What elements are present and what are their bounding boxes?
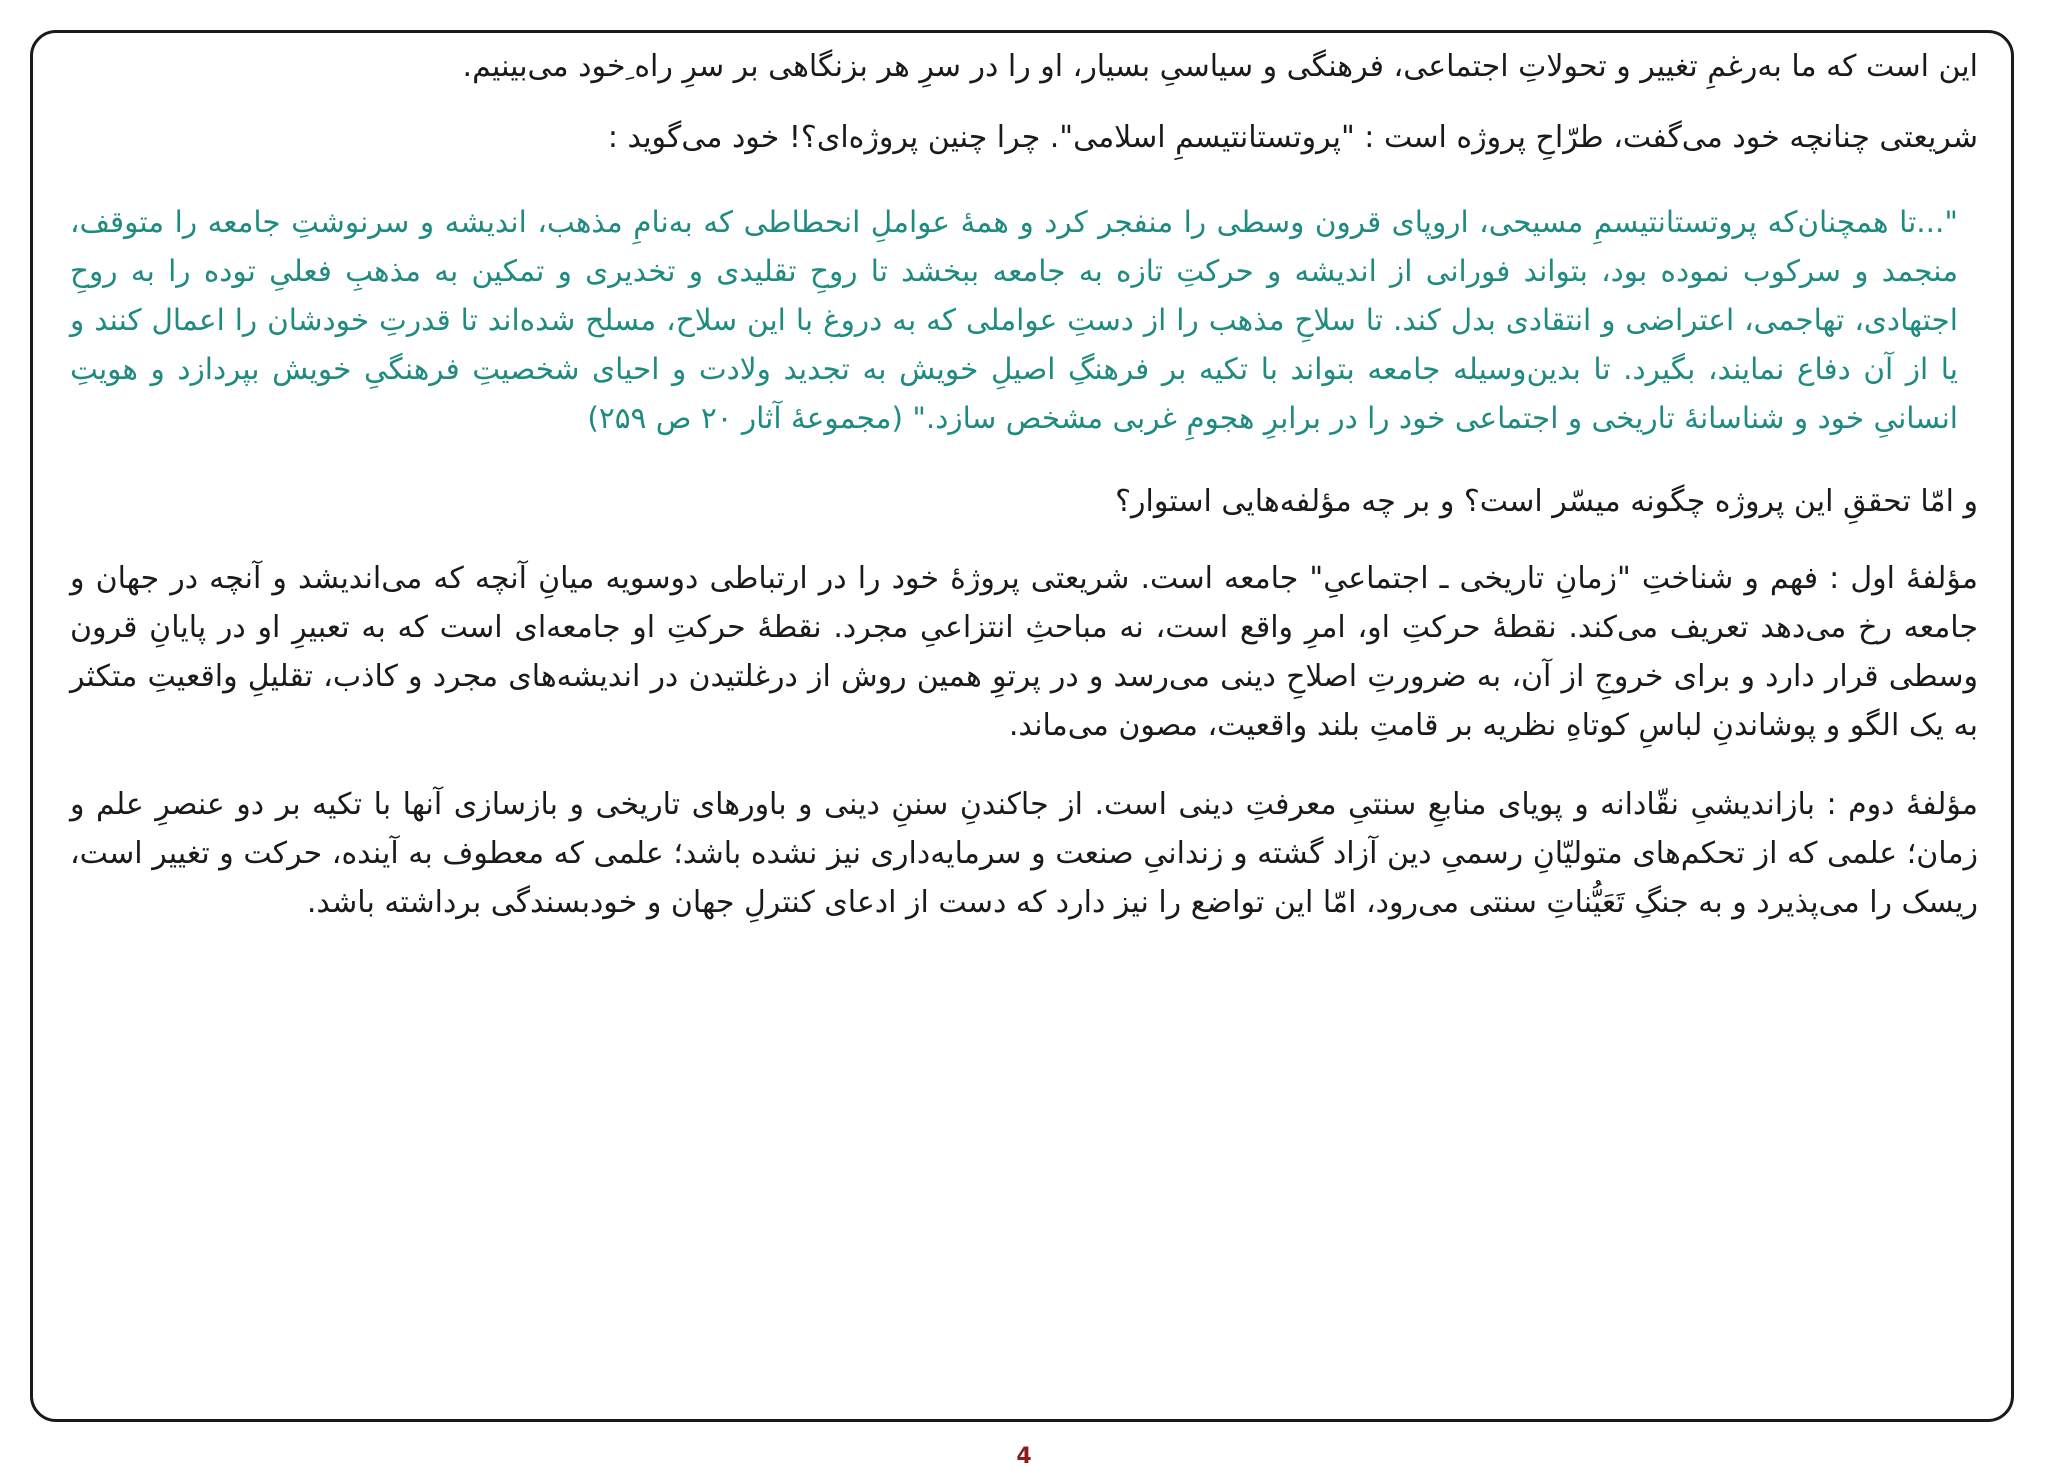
document-body xyxy=(70,42,1978,927)
quotation-block: "...تا همچنان‌که پروتستانتیسمِ مسیحی، اروپای قرون وسطی را منفجر کرد و همهٔ عواملِ انحطاطی که به‌نامِ مذهب، اندیشه و سرنوشتِ جامعه را متوقف، منجمد و سرکوب نموده بود، بتواند فورانی از اندیشه و حرکتِ تازه به جامعه ببخشد تا روحِ تقلیدی و تخدیری و تمکین به مذهبِ فعلیِ توده را به روحِ اجتهادی، تهاجمی، اعتراضی و انتقادی بدل کند. تا سلاحِ مذهب را از دستِ عواملی که به دروغ با این سلاح، مسلح شده‌اند تا قدرتِ خودشان را اعمال کنند و یا از آن دفاع نمایند، بگیرد. تا بدین‌وسیله جامعه بتواند با تکیه بر فرهنگِ اصیلِ خویش به تجدید ولادت و احیای شخصیتِ فرهنگیِ خویش بپردازد و هویتِ انسانیِ خود و شناسانهٔ تاریخی و اجتماعی خود را در برابرِ هجومِ غربی مشخص سازد." (مجموعهٔ آثار ۲۰ ص ۲۵۹) xyxy=(70,205,1958,435)
paragraph-component-one: مؤلفهٔ اول : فهم و شناختِ "زمانِ تاریخی ـ اجتماعیِ" جامعه است. شریعتی پروژهٔ خود را در ارتباطی دوسویه میانِ آنچه که می‌اندیشد و آنچه در جهان و جامعه رخ می‌دهد تعریف می‌کند. نقطهٔ حرکتِ او، امرِ واقع است، نه مباحثِ انتزاعیِ مجرد. نقطهٔ حرکتِ او جامعه‌ای است که به تعبیرِ او در پایانِ قرون وسطی قرار دارد و برای خروجِ از آن، به ضرورتِ اصلاحِ دینی می‌رسد و در پرتوِ همین روش از درغلتیدن در اندیشه‌های مجرد و کاذب، تقلیلِ واقعیتِ متکثر به یک الگو و پوشاندنِ لباسِ کوتاهِ نظریه بر قامتِ بلند واقعیت، مصون می‌ماند. xyxy=(70,561,1978,743)
page-number: 4 xyxy=(1016,1444,1032,1469)
paragraph-intro: شریعتی چنانچه خود می‌گفت، طرّاحِ پروژه است : "پروتستانتیسمِ اسلامی". چرا چنین پروژه‌ای؟! خود می‌گوید : xyxy=(607,120,1978,155)
paragraph-component-two: مؤلفهٔ دوم : بازاندیشیِ نقّادانه و پویای منابعِ سنتیِ معرفتِ دینی است. از جاکندنِ سننِ دینی و باورهای تاریخی و بازسازی آنها با تکیه بر دو عنصرِ علم و زمان؛ علمی که از تحکم‌های متولیّانِ رسمیِ دین آزاد گشته و زندانیِ صنعت و سرمایه‌داری نیز نشده باشد؛ علمی که معطوف به آینده، حرکت و تغییر است، ریسک را می‌پذیرد و به جنگِ تَعَیُّناتِ سنتی می‌رود، امّا این تواضع را نیز دارد که دست از ادعای کنترلِ جهان و خودبسندگی برداشته باشد. xyxy=(70,787,1978,920)
paragraph-question: و امّا تحققِ این پروژه چگونه میسّر است؟ و بر چه مؤلفه‌هایی استوار؟ xyxy=(1115,484,1978,519)
paragraph-opening: این است که ما به‌رغمِ تغییر و تحولاتِ اجتماعی، فرهنگی و سیاسیِ بسیار، او را در سرِ هر بزنگاهی بر سرِ راه ِخود می‌بینیم. xyxy=(462,49,1978,84)
